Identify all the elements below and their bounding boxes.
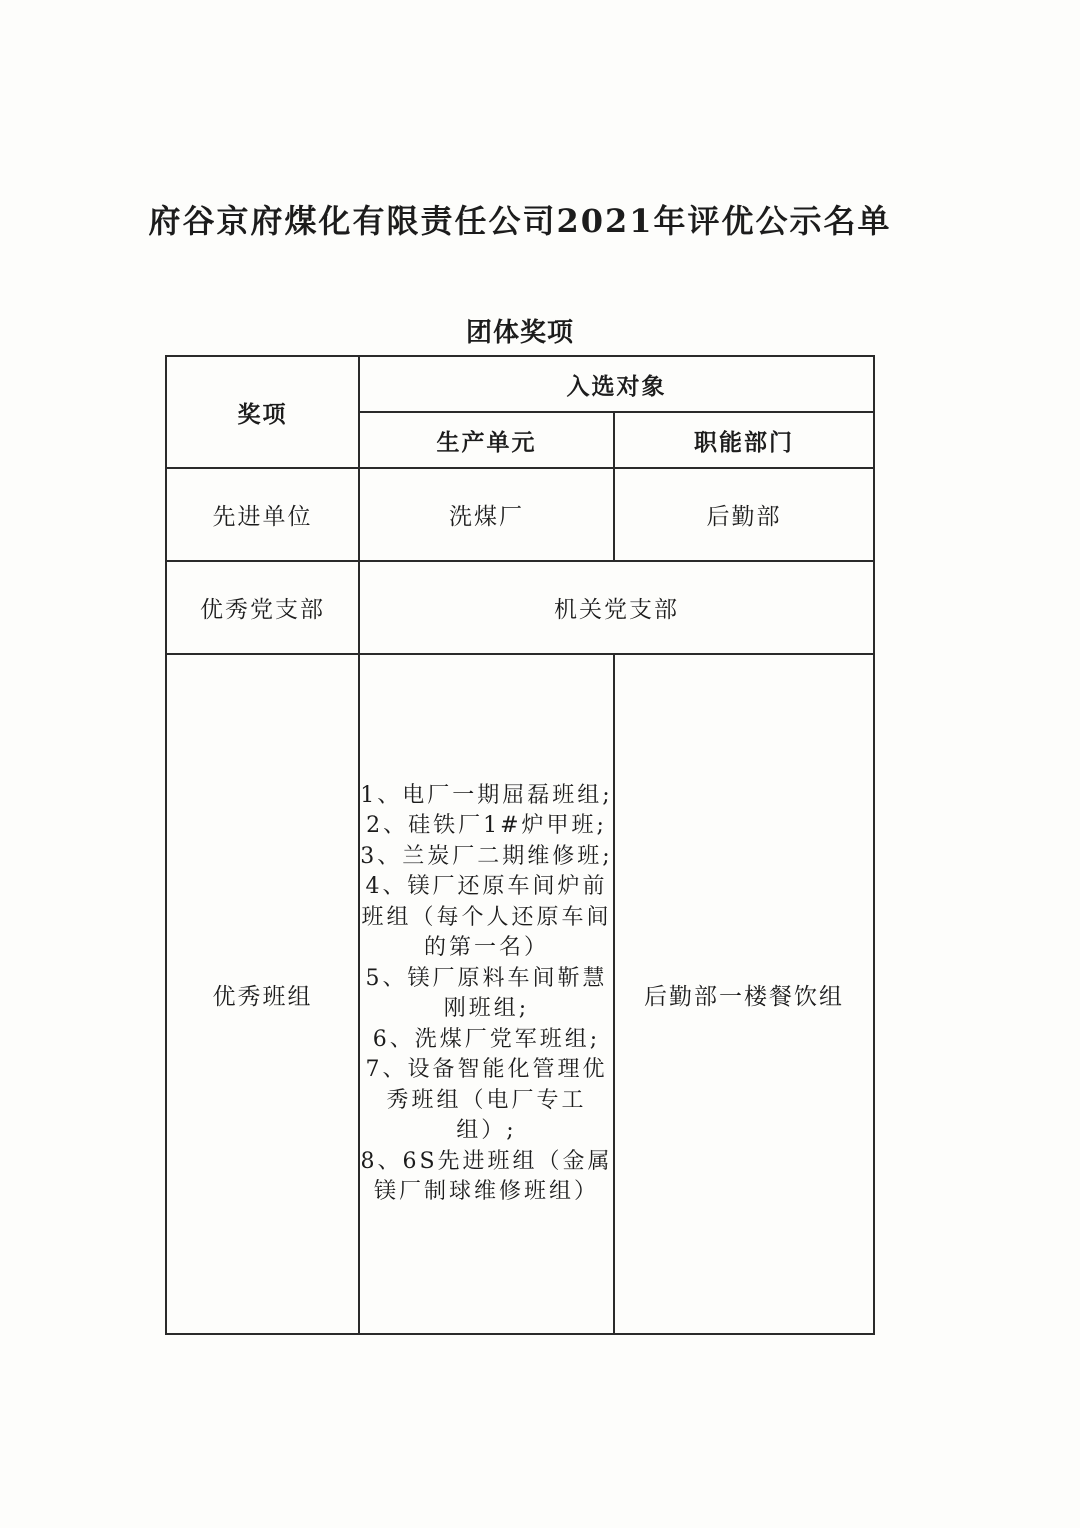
table-header-row bbox=[166, 356, 874, 412]
award-name: 先进单位 bbox=[166, 468, 359, 561]
list-item: 2、硅铁厂1#炉甲班; bbox=[366, 813, 607, 838]
list-item: 5、镁厂原料车间靳慧刚班组; bbox=[365, 965, 608, 1021]
award-name: 优秀党支部 bbox=[166, 561, 359, 654]
header-functional: 职能部门 bbox=[614, 412, 874, 468]
page-title: 府谷京府煤化有限责任公司2021年评优公示名单 bbox=[148, 202, 892, 240]
award-name: 优秀班组 bbox=[166, 654, 359, 1334]
header-production: 生产单元 bbox=[359, 412, 614, 468]
header-award: 奖项 bbox=[166, 356, 359, 468]
list-item: 7、设备智能化管理优秀班组（电厂专工组）; bbox=[365, 1057, 608, 1143]
list-item: 8、6S先进班组（金属镁厂制球维修班组） bbox=[360, 1148, 613, 1204]
functional-dept: 后勤部 bbox=[614, 468, 874, 561]
section-title: 团体奖项 bbox=[465, 318, 574, 348]
list-item: 6、洗煤厂党军班组; bbox=[372, 1026, 601, 1052]
header-selected: 入选对象 bbox=[359, 356, 874, 412]
table-row bbox=[166, 654, 874, 1334]
list-item: 1、电厂一期屈磊班组; bbox=[360, 782, 613, 808]
functional-dept: 后勤部一楼餐饮组 bbox=[614, 654, 874, 1334]
table-row bbox=[166, 561, 874, 654]
list-item: 3、兰炭厂二期维修班; bbox=[360, 843, 613, 869]
award-table bbox=[165, 355, 875, 1335]
production-team-list-cell bbox=[359, 654, 614, 1334]
merged-recipient: 机关党支部 bbox=[359, 561, 874, 654]
list-item: 4、镁厂还原车间炉前班组（每个人还原车间的第一名） bbox=[361, 874, 612, 960]
team-list bbox=[360, 781, 613, 1208]
production-unit: 洗煤厂 bbox=[359, 468, 614, 561]
table-row bbox=[166, 468, 874, 561]
